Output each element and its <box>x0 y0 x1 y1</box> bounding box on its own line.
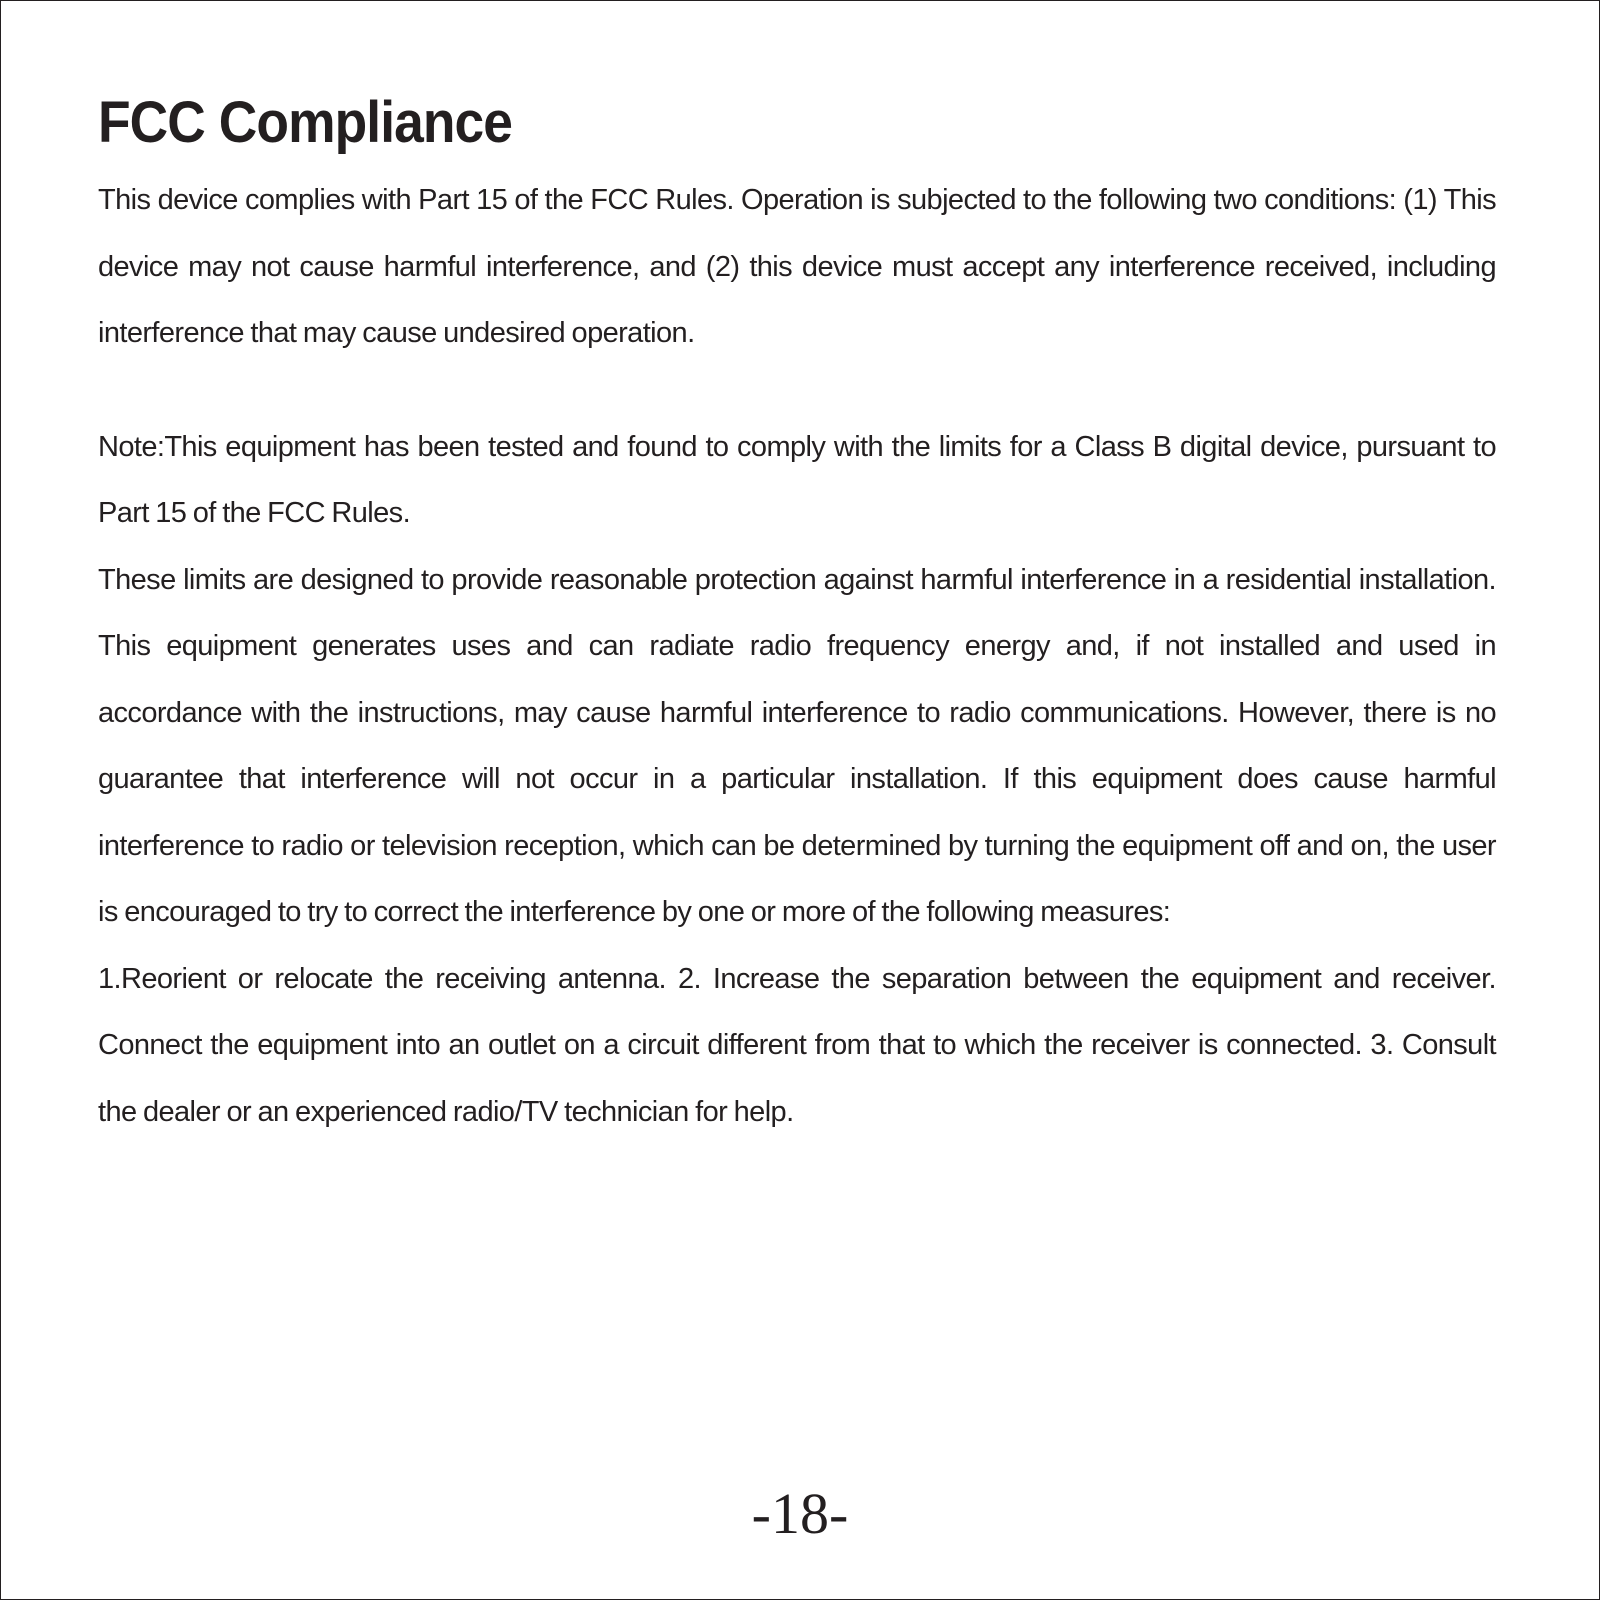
paragraph-class-b-note: Note:This equipment has been tested and found to comply with the limits for a Class B digital device, pursuant to Part 15 of the FCC Rules. <box>98 430 1496 529</box>
paragraph-compliance-statement: This device complies with Part 15 of the FCC Rules. Operation is subjected to the following two conditions: (1) This device may not cause harmful interference, and (2) this device must accept any interference received, including interference that may cause undesired operation. <box>98 184 1496 349</box>
paragraph-corrective-measures: 1.Reorient or relocate the receiving antenna. 2. Increase the separation between the equipment and receiver. Connect the equipment into an outlet on a circuit different from that to which the receiver is connected. 3. Consult the dealer or an experienced radio/TV technician for help. <box>98 962 1496 1128</box>
page-number: -18- <box>751 1481 849 1546</box>
paragraph-interference-limits: These limits are designed to provide reasonable protection against harmful interference in a residential installation. This equipment generates uses and can radiate radio frequency energy and, if not installed and used in accordance with the instructions, may cause harmful interference to radio communications. However, there is no guarantee that interference will not occur in a particular installation. If this equipment does cause harmful interference to radio or television reception, which can be determined by turning the equipment off and on, the user is encouraged to try to correct the interference by one or more of the following measures: <box>98 563 1496 928</box>
page-title: FCC Compliance <box>98 90 513 155</box>
page-content <box>98 83 1496 1145</box>
paragraph-spacer <box>98 367 1496 414</box>
